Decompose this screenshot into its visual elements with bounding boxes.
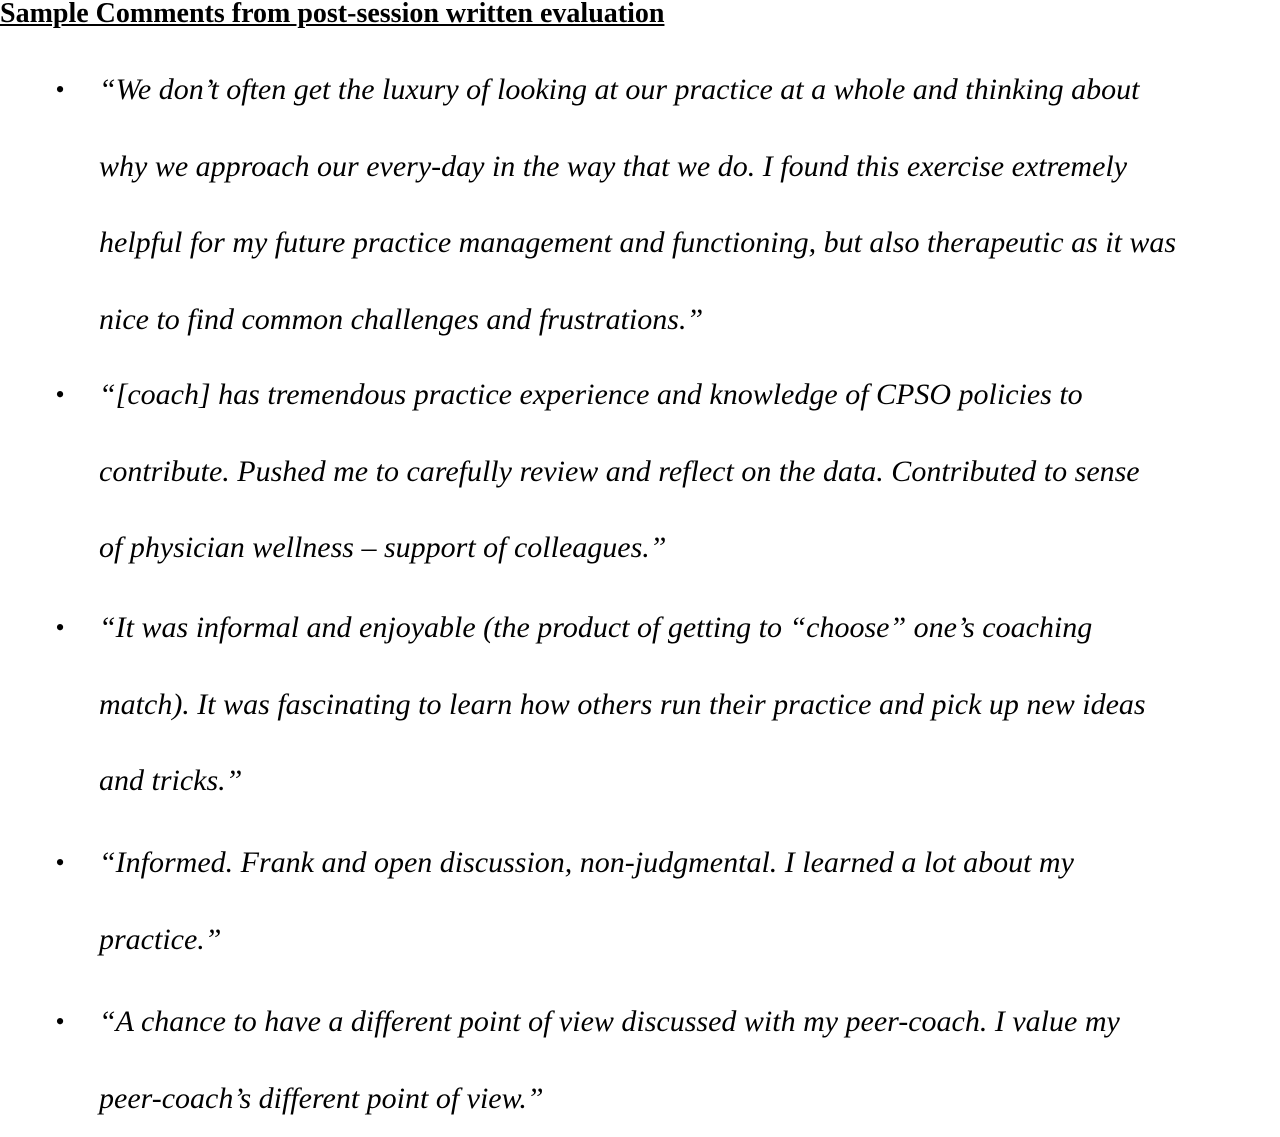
comment-line: peer-coach’s different point of view.” xyxy=(99,1061,1279,1137)
bullet-icon: • xyxy=(50,357,70,433)
comment-line: “[coach] has tremendous practice experience and knowledge of CPSO policies to xyxy=(99,357,1279,434)
bullet-icon: • xyxy=(50,590,70,666)
comment-line: “We don’t often get the luxury of looking at our practice at a whole and thinking about xyxy=(99,52,1279,129)
comment-line: “Informed. Frank and open discussion, non-judgmental. I learned a lot about my xyxy=(99,825,1279,902)
bullet-icon: • xyxy=(50,825,70,901)
comment-line: of physician wellness – support of colleagues.” xyxy=(99,510,1279,587)
comment-text xyxy=(99,52,1279,358)
comment-line: why we approach our every-day in the way that we do. I found this exercise extremely xyxy=(99,129,1279,206)
comment-line: “A chance to have a different point of view discussed with my peer-coach. I value my xyxy=(99,984,1279,1061)
comment-line: “It was informal and enjoyable (the product of getting to “choose” one’s coaching xyxy=(99,590,1279,667)
comment-text xyxy=(99,984,1279,1137)
bullet-icon: • xyxy=(50,52,70,128)
comment-line: and tricks.” xyxy=(99,743,1279,820)
comment-line: contribute. Pushed me to carefully review and reflect on the data. Contributed to sense xyxy=(99,434,1279,511)
comment-line: helpful for my future practice management and functioning, but also therapeutic as it was xyxy=(99,205,1279,282)
comment-text xyxy=(99,825,1279,978)
comment-text xyxy=(99,357,1279,587)
comment-line: practice.” xyxy=(99,902,1279,979)
document-heading: Sample Comments from post-session written evaluation xyxy=(0,0,664,28)
comment-line: match). It was fascinating to learn how others run their practice and pick up new ideas xyxy=(99,667,1279,744)
bullet-icon: • xyxy=(50,984,70,1060)
comment-line: nice to find common challenges and frustrations.” xyxy=(99,282,1279,359)
comment-text xyxy=(99,590,1279,820)
